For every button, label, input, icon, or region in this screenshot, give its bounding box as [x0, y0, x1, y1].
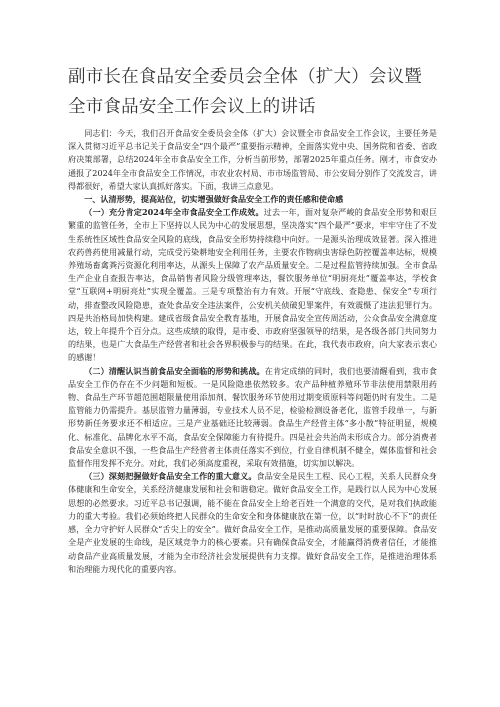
section-heading [68, 193, 437, 206]
document-title: 副市长在食品安全委员会全体（扩大）会议暨全市食品安全工作会议上的讲话 [68, 67, 422, 117]
paragraph-text: 过去一年，面对复杂严峻的食品安全形势和艰巨繁重的监管任务，全市上下坚持以人民为中心的发展思想，坚决落实“四个最严”要求，牢牢守住了不发生系统性区域性食品安全风险的底线，食品安全形势持续稳中向好。一是源头治理成效显著。深入推进农药兽药使用减量行动，完成受污染耕地安全利用任务，主要农作物病虫害绿色防控覆盖率达标，规模养殖场畜禽粪污资源化利用率达，从源头上保障了农产品质量安全。二是过程监管持续加强。全市食品生产企业自查报告率达，食品销售者风险分级管理率达，餐饮服务单位“明厨亮灶”覆盖率达，学校食堂“互联网+明厨亮灶”实现全覆盖。三是专项整治有力有效。开展“守底线、查隐患、保安全”专项行动，排查整改风险隐患，查处食品安全违法案件，公安机关侦破犯罪案件，有效震慑了违法犯罪行为。四是共治格局加快构建。建成省级食品安全教育基地，开展食品安全宣传周活动，公众食品安全满意度达，较上年提升个百分点。这些成绩的取得，是市委、市政府坚强领导的结果，是各级各部门共同努力的结果，也是广大食品生产经营者和社会各界积极参与的结果。在此，我代表市政府，向大家表示衷心的感谢！ [68, 207, 437, 363]
heading-text: 一、认清形势，提高站位，切实增强做好食品安全工作的责任感和使命感 [84, 194, 344, 205]
paragraph-text: 在肯定成绩的同时，我们也要清醒看到，我市食品安全工作仍存在不少问题和短板。一是风险隐患依然较多。农产品种植养殖环节非法使用禁限用药物、食品生产环节超范围超限量使用添加剂、餐饮服务环节使用过期变质原料等问题仍时有发生。二是监管能力仍需提升。基层监管力量薄弱，专业技术人员不足，检验检测设备老化，监管手段单一，与新形势新任务要求还不相适应。三是产业基础还比较薄弱。食品生产经营主体“多小散”特征明显，规模化、标准化、品牌化水平不高，食品安全保障能力有待提升。四是社会共治尚未形成合力。部分消费者食品安全意识不强，一些食品生产经营者主体责任落实不到位，行业自律机制不健全，媒体监督和社会监督作用发挥不充分。对此，我们必须高度重视，采取有效措施，切实加以解决。 [68, 365, 437, 469]
subsection-heading: （二）清醒认识当前食品安全面临的形势和挑战。 [84, 365, 265, 376]
subsection-heading: （三）深刻把握做好食品安全工作的重大意义。 [84, 471, 257, 482]
intro-paragraph [68, 127, 437, 193]
document-body [68, 127, 437, 576]
subsection-heading: （一）充分肯定2024年全市食品安全工作成效。 [84, 207, 264, 218]
paragraph-text: 同志们：今天，我们召开食品安全委员会全体（扩大）会议暨全市食品安全工作会议，主要任务是深入贯彻习近平总书记关于食品安全“四个最严”重要指示精神，全面落实党中央、国务院和省委、省政府决策部署，总结2024年全市食品安全工作，分析当前形势，部署2025年重点任务。刚才，市食安办通报了2024年全市食品安全工作情况，市农业农村局、市市场监管局、市公安局分别作了交流发言，讲得都很好，希望大家认真抓好落实。下面，我讲三点意见。 [68, 128, 437, 191]
subsection-paragraph [68, 206, 437, 364]
subsection-paragraph [68, 470, 437, 576]
paragraph-text: 食品安全是民生工程、民心工程，关系人民群众身体健康和生命安全，关系经济健康发展和社会和谐稳定。做好食品安全工作，是践行以人民为中心发展思想的必然要求。习近平总书记强调，能不能在食品安全上给老百姓一个满意的交代，是对我们执政能力的重大考验。我们必须始终把人民群众的生命安全和身体健康放在第一位，以“时时放心不下”的责任感，全力守护好人民群众“舌尖上的安全”。做好食品安全工作，是推动高质量发展的重要保障。食品安全是产业发展的生命线，是区域竞争力的核心要素。只有确保食品安全，才能赢得消费者信任，才能推动食品产业高质量发展，才能为全市经济社会发展提供有力支撑。做好食品安全工作，是推进治理体系和治理能力现代化的重要内容。 [68, 471, 437, 574]
subsection-paragraph [68, 365, 437, 471]
